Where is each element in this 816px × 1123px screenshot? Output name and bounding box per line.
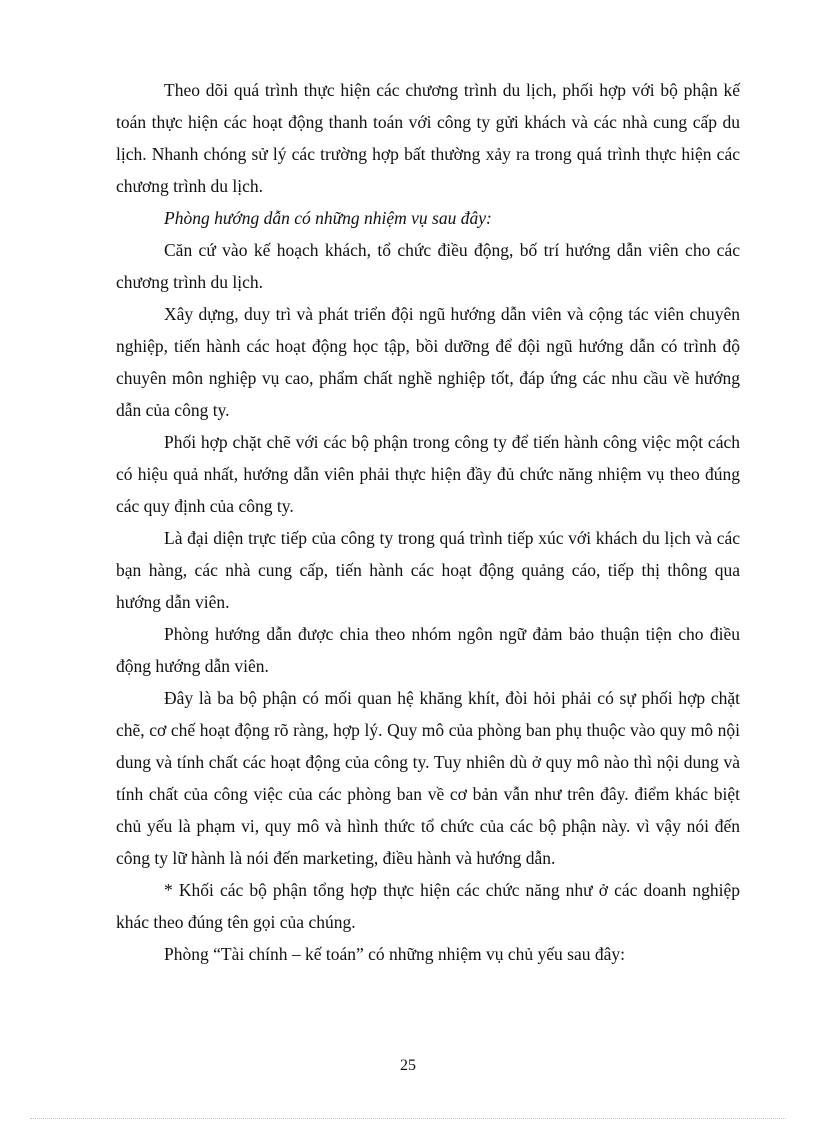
paragraph-guide-team: Xây dựng, duy trì và phát triển đội ngũ hướng dẫn viên và cộng tác viên chuyên nghiệp, tiến hành các hoạt động học tập, bồi dưỡng để đội ngũ hướng dẫn có trình độ chuyên môn nghiệp vụ cao, phẩm chất nghề nghiệp tốt, đáp ứng các nhu cầu về hướng dẫn của công ty. — [116, 304, 740, 420]
footer-divider — [30, 1118, 786, 1119]
page-body — [116, 74, 740, 970]
paragraph-tracking: Theo dõi quá trình thực hiện các chương trình du lịch, phối hợp với bộ phận kế toán thực hiện các hoạt động thanh toán với công ty gửi khách và các nhà cung cấp du lịch. Nhanh chóng sử lý các trường hợp bất thường xảy ra trong quá trình thực hiện các chương trình du lịch. — [116, 80, 740, 196]
page-number: 25 — [400, 1057, 416, 1074]
paragraph-coordination: Phối hợp chặt chẽ với các bộ phận trong công ty để tiến hành công việc một cách có hiệu quả nhất, hướng dẫn viên phải thực hiện đầy đủ chức năng nhiệm vụ theo đúng các quy định của công ty. — [116, 432, 740, 516]
paragraph-finance-heading: Phòng “Tài chính – kế toán” có những nhiệm vụ chủ yếu sau đây: — [164, 944, 625, 964]
paragraph-three-departments: Đây là ba bộ phận có mối quan hệ khăng khít, đòi hỏi phải có sự phối hợp chặt chẽ, cơ chế hoạt động rõ ràng, hợp lý. Quy mô của phòng ban phụ thuộc vào quy mô nội dung và tính chất các hoạt động của công ty. Tuy nhiên dù ở quy mô nào thì nội dung và tính chất của công việc của các phòng ban về cơ bản vẫn như trên đây. điểm khác biệt chủ yếu là phạm vi, quy mô và hình thức tổ chức của các bộ phận này. vì vậy nói đến công ty lữ hành là nói đến marketing, điều hành và hướng dẫn. — [116, 688, 740, 868]
paragraph-language-groups: Phòng hướng dẫn được chia theo nhóm ngôn ngữ đảm bảo thuận tiện cho điều động hướng dẫn viên. — [116, 624, 740, 676]
paragraph-general-block: * Khối các bộ phận tổng hợp thực hiện các chức năng như ở các doanh nghiệp khác theo đúng tên gọi của chúng. — [116, 880, 740, 932]
paragraph-guide-dispatch: Căn cứ vào kế hoạch khách, tổ chức điều động, bố trí hướng dẫn viên cho các chương trình du lịch. — [116, 240, 740, 292]
paragraph-guide-dept-heading: Phòng hướng dẫn có những nhiệm vụ sau đây: — [164, 208, 492, 228]
paragraph-representative: Là đại diện trực tiếp của công ty trong quá trình tiếp xúc với khách du lịch và các bạn hàng, các nhà cung cấp, tiến hành các hoạt động quảng cáo, tiếp thị thông qua hướng dẫn viên. — [116, 528, 740, 612]
